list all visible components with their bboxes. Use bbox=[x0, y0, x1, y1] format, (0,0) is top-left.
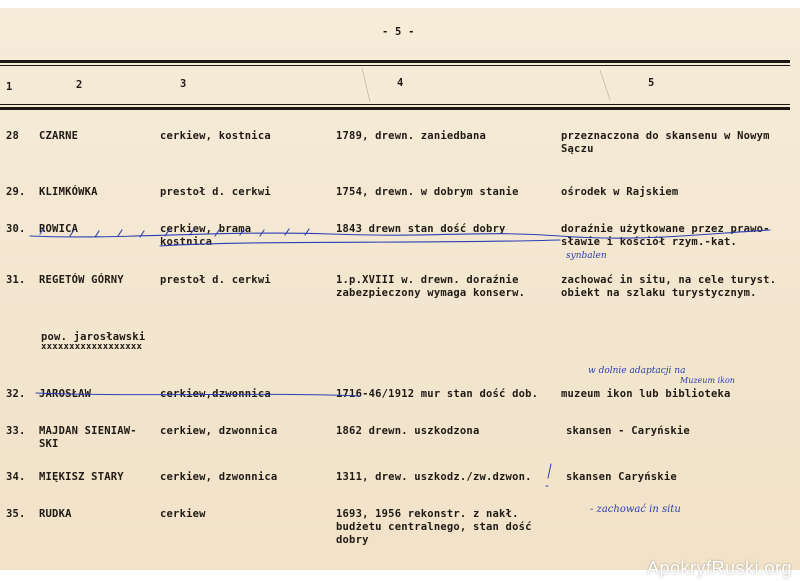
faint-fold-marks bbox=[362, 68, 610, 102]
place-name: MIĘKISZ STARY bbox=[39, 471, 124, 483]
object-type: cerkiew,dzwonnica bbox=[160, 388, 271, 400]
place-name: REGETÓW GÓRNY bbox=[39, 274, 124, 286]
object-type: cerkiew bbox=[160, 508, 206, 520]
district-underline: xxxxxxxxxxxxxxxxxx bbox=[41, 342, 143, 352]
description: 1.p.XVIII w. drewn. doraźnie zabezpieczony wymaga konserw. bbox=[336, 274, 526, 299]
object-type: cerkiew, brama kostnica bbox=[160, 223, 252, 248]
row-number: 33. bbox=[6, 425, 26, 437]
row-number: 35. bbox=[6, 508, 26, 520]
place-name: CZARNE bbox=[39, 130, 79, 142]
strike-through-row-30 bbox=[30, 228, 770, 246]
place-name: RUDKA bbox=[39, 508, 72, 520]
col-header-4: 4 bbox=[397, 77, 404, 89]
description: 1716-46/1912 mur stan dość dob. bbox=[336, 388, 539, 400]
handwritten-note: synbalen bbox=[566, 251, 607, 261]
place-name: ROWICA bbox=[39, 223, 79, 235]
object-type: prestoł d. cerkwi bbox=[160, 186, 271, 198]
row-number: 29. bbox=[6, 186, 26, 198]
col-header-3: 3 bbox=[180, 78, 187, 90]
row-number: 31. bbox=[6, 274, 26, 286]
description: 1862 drewn. uszkodzona bbox=[336, 425, 480, 437]
purpose: muzeum ikon lub biblioteka bbox=[561, 388, 731, 400]
description: 1754, drewn. w dobrym stanie bbox=[336, 186, 519, 198]
row-number: 34. bbox=[6, 471, 26, 483]
object-type: cerkiew, kostnica bbox=[160, 130, 271, 142]
purpose: doraźnie użytkowane przez prawo- sławie i kościół rzym.-kat. bbox=[561, 223, 770, 248]
place-name: KLIMKÓWKA bbox=[39, 186, 98, 198]
description: 1311, drew. uszkodz./zw.dzwon. bbox=[336, 471, 532, 483]
page-number: - 5 - bbox=[382, 26, 415, 38]
purpose: skansen - Caryńskie bbox=[566, 425, 690, 437]
row-number: 30. bbox=[6, 223, 26, 235]
purpose: ośrodek w Rajskiem bbox=[561, 186, 679, 198]
description: 1843 drewn stan dość dobry bbox=[336, 223, 506, 235]
place-name: JAROSŁAW bbox=[39, 388, 92, 400]
watermark: ApokryfRuski.org bbox=[646, 558, 792, 578]
object-type: prestoł d. cerkwi bbox=[160, 274, 271, 286]
document-page bbox=[0, 8, 800, 570]
row-number: 28 bbox=[6, 130, 20, 142]
description: 1693, 1956 rekonstr. z nakł. budżetu centralnego, stan dość dobry bbox=[336, 508, 532, 546]
col-header-2: 2 bbox=[76, 79, 83, 91]
purpose: skansen Caryńskie bbox=[566, 471, 677, 483]
object-type: cerkiew, dzwonnica bbox=[160, 425, 278, 437]
object-type: cerkiew, dzwonnica bbox=[160, 471, 278, 483]
purpose: przeznaczona do skansenu w Nowym Sączu bbox=[561, 130, 770, 155]
strike-through-row-32 bbox=[36, 393, 360, 396]
handwritten-note: Muzeum ikon bbox=[680, 376, 735, 385]
check-mark-row-34 bbox=[546, 464, 551, 486]
row-number: 32. bbox=[6, 388, 26, 400]
description: 1789, drewn. zaniedbana bbox=[336, 130, 486, 142]
handwritten-note: - zachować in situ bbox=[590, 504, 681, 515]
col-header-1: 1 bbox=[6, 81, 13, 93]
pen-marks bbox=[0, 8, 800, 570]
handwritten-note: w dolnie adaptacji na bbox=[588, 366, 686, 376]
purpose: zachować in situ, na cele turyst. obiekt na szlaku turystycznym. bbox=[561, 274, 777, 299]
district-heading: pow. jarosławski bbox=[41, 331, 146, 343]
place-name: MAJDAN SIENIAW- SKI bbox=[39, 425, 137, 450]
col-header-5: 5 bbox=[648, 77, 655, 89]
